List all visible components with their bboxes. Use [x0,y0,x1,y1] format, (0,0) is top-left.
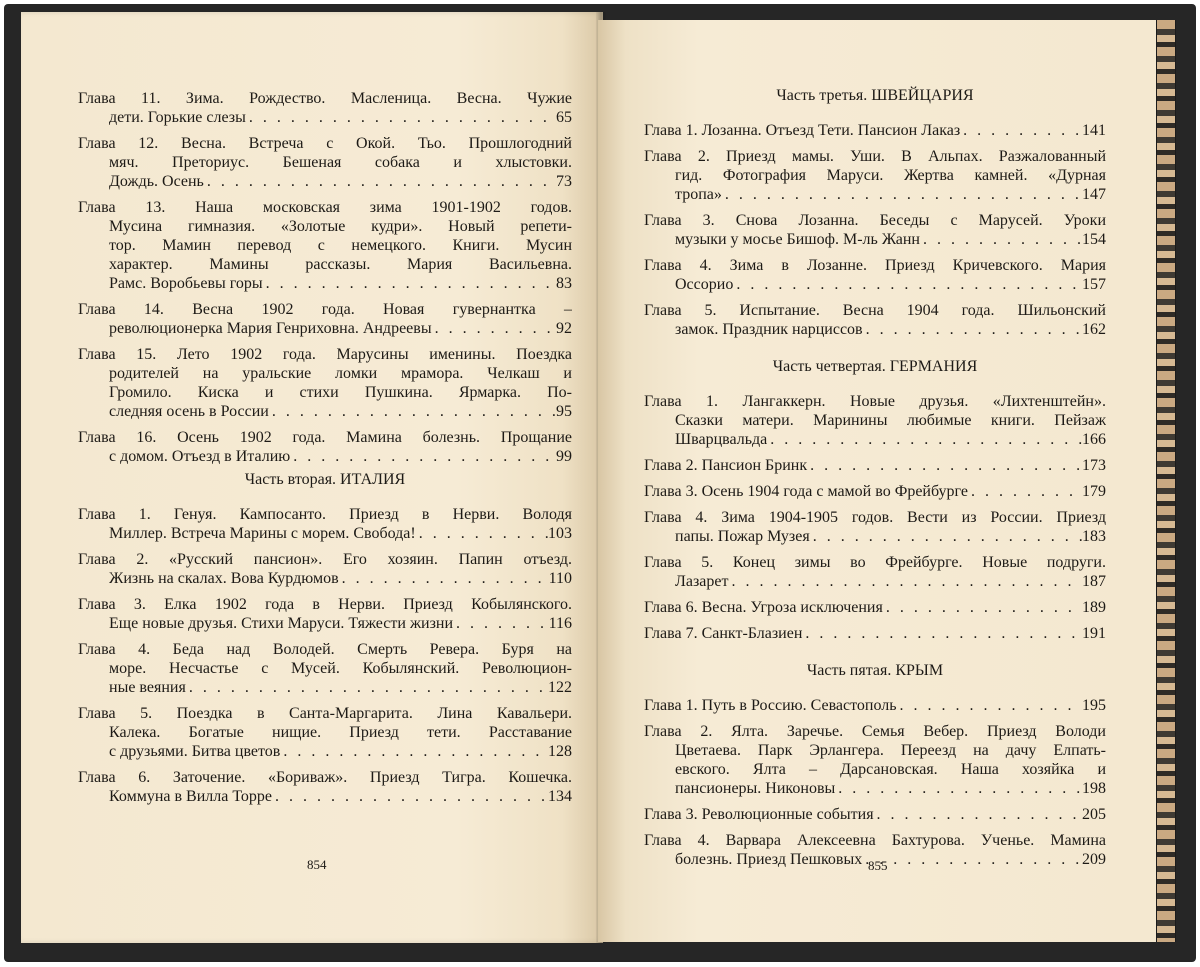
toc-page-number: 134 [548,788,572,805]
toc-page-number: 83 [556,275,572,292]
toc-page-number: 162 [1082,321,1106,338]
toc-entry-line: евского. Ялта – Дарсановская. Наша хозяйка и [675,761,1106,778]
toc-entry-line: Глава 2. «Русский пансион». Его хозяин. Папин отъезд. [78,551,572,568]
toc-entry-line: Глава 6. Весна. Угроза исключения [644,599,883,616]
toc-page-number: 195 [1082,697,1106,714]
dot-leader [767,430,1082,449]
toc-entry-line: замок. Праздник нарциссов [675,321,863,338]
toc-entry [644,598,1106,617]
toc-entry-line: тропа» [675,186,722,203]
toc-entry-line: дети. Горькие слезы [109,109,246,126]
toc-entry-line: Глава 13. Наша московская зима 1901-1902 годов. [78,199,572,216]
toc-page-number: 173 [1082,457,1106,474]
toc-entry-line: пансионеры. Никоновы [675,780,836,797]
toc-entry-last-line [644,598,1106,617]
dot-leader [802,624,1082,643]
toc-entry-line: революционерка Мария Генриховна. Андреевы [109,320,432,337]
toc-entry [78,345,572,421]
toc-entry-line: с домом. Отъезд в Италию [109,448,291,465]
dot-leader [204,172,556,191]
left-page [21,12,603,943]
toc-entry-line: Глава 4. Беда над Володей. Смерть Ревера. Буря на [78,641,572,658]
toc-entry-line: Жизнь на скалах. Вова Курдюмов [109,570,339,587]
part-title: Часть третья. ШВЕЙЦАРИЯ [776,87,974,104]
toc-entry-line: Шварцвальда [675,431,768,448]
toc-entry-last-line [644,320,1106,339]
toc-entry [644,147,1106,204]
toc-entry-line: Цветаева. Парк Эрлангера. Переезд на дачу Елпать- [675,742,1106,759]
toc-entry-last-line [644,275,1106,294]
toc-entry-line: Коммуна в Вилла Торре [109,788,273,805]
toc-entry-last-line [644,482,1106,501]
dot-leader [968,482,1082,501]
toc-entry-line: Глава 3. Снова Лозанна. Беседы с Марусей. Уроки [644,212,1106,229]
toc-entry-last-line [78,274,572,293]
toc-page-number: 128 [548,743,572,760]
toc-entry-last-line [78,678,572,697]
toc-entry-last-line [78,319,572,338]
toc-entry [78,300,572,338]
dot-leader [339,569,549,588]
toc-entry-line: Сказки матери. Маринины любимые книги. Пейзаж [675,412,1106,429]
toc-entry-last-line [78,108,572,127]
toc-entry [78,768,572,806]
toc-entry-last-line [78,569,572,588]
toc-page-number: 147 [1082,186,1106,203]
dot-leader [453,614,549,633]
toc-page-number: 73 [556,173,572,190]
toc-entry-line: с друзьями. Битва цветов [109,743,281,760]
toc-entry-last-line [644,624,1106,643]
toc-entry-line: Глава 16. Осень 1902 года. Мамина болезнь. Прощание [78,429,572,446]
toc-entry-line: Глава 1. Лозанна. Отъезд Тети. Пансион Лаказ [644,122,961,139]
toc-entry [644,301,1106,339]
toc-entry-line: Глава 5. Испытание. Весна 1904 года. Шильонский [644,302,1106,319]
right-page [598,20,1156,942]
dot-leader [728,572,1082,591]
toc-entry-line: Глава 3. Революционные события [644,806,874,823]
toc-entry-last-line [644,430,1106,449]
toc-entry-line: Глава 11. Зима. Рождество. Масленица. Весна. Чужие [78,90,572,107]
dot-leader [883,598,1082,617]
toc-page-number: 189 [1082,599,1106,616]
toc-entry-last-line [78,172,572,191]
dot-leader [290,447,556,466]
dot-leader [920,230,1082,249]
dot-leader [280,742,548,761]
toc-entry-last-line [644,572,1106,591]
dot-leader [862,850,1082,869]
toc-entry-line: родителей на уральские ломки мрамора. Челкаш и [109,365,572,382]
toc-entry-line: Глава 2. Ялта. Заречье. Семья Вебер. Приезд Володи [644,723,1106,740]
toc-entry [78,428,572,466]
toc-entry-line: Калека. Богатые нищие. Приезд тети. Расставание [109,724,572,741]
toc-entry-line: Глава 1. Лангаккерн. Новые друзья. «Лихтенштейн». [644,393,1106,410]
toc-entry [644,722,1106,798]
toc-entry-line: Глава 5. Конец зимы во Фрейбурге. Новые подруги. [644,554,1106,571]
toc-entry-line: Глава 14. Весна 1902 года. Новая гувернантка – [78,301,572,318]
toc-page-number: 166 [1082,431,1106,448]
toc-entry-line: ные веяния [109,679,186,696]
dot-leader [722,185,1082,204]
toc-entry-last-line [78,524,572,543]
toc-entry [78,704,572,761]
dot-leader [432,319,556,338]
toc-entry [644,121,1106,140]
dot-leader [272,787,548,806]
toc-entry-line: Глава 6. Заточение. «Бориваж». Приезд Тигра. Кошечка. [78,769,572,786]
toc-entry-line: Глава 1. Генуя. Кампосанто. Приезд в Нерви. Володя [78,506,572,523]
toc-entry [644,805,1106,824]
page-number: 855 [868,858,888,873]
toc-entry [644,482,1106,501]
toc-page-number: 154 [1082,231,1106,248]
toc-page-number: 92 [556,320,572,337]
toc-entry [78,134,572,191]
toc-entry-last-line [644,456,1106,475]
toc-page-number: 198 [1082,780,1106,797]
page-number: 854 [307,857,327,872]
toc-entry-line: мяч. Преториус. Бешеная собака и хлыстовки. [109,154,572,171]
toc-entry-line: следняя осень в России [109,403,269,420]
toc-entry-line: папы. Пожар Музея [675,528,810,545]
toc-section-part-one-end [78,89,572,473]
toc-entry-line: Глава 12. Весна. Встреча с Окой. Тьо. Прошлогодний [78,135,572,152]
dot-leader [897,696,1082,715]
part-title: Часть четвертая. ГЕРМАНИЯ [772,358,978,375]
toc-entry [644,256,1106,294]
toc-entry [644,211,1106,249]
dot-leader [263,274,556,293]
toc-entry [644,553,1106,591]
toc-entry-line: Глава 4. Варвара Алексеевна Бахтурова. Ученье. Мамина [644,832,1106,849]
toc-entry-last-line [644,779,1106,798]
toc-entry-line: Громило. Киска и стихи Пушкина. Ярмарка. По- [109,384,572,401]
toc-entry-last-line [644,230,1106,249]
dot-leader [416,524,548,543]
toc-entry-line: Мусина гимназия. «Золотые кудри». Новый репети- [109,218,572,235]
toc-entry-line: Лазарет [675,573,729,590]
toc-entry-line: Рамс. Воробьевы горы [109,275,263,292]
toc-entry-line: Глава 1. Путь в Россию. Севастополь [644,697,897,714]
toc-page-number: 205 [1082,806,1106,823]
dot-leader [246,108,556,127]
dot-leader [874,805,1082,824]
toc-entry-line: Глава 3. Елка 1902 года в Нерви. Приезд Кобылянского. [78,596,572,613]
toc-entry-last-line [78,402,572,421]
toc-entry-line: Оссорио [675,276,734,293]
toc-entry-line: Еще новые друзья. Стихи Маруси. Тяжести жизни [109,615,454,632]
toc-entry-last-line [78,742,572,761]
toc-entry-last-line [78,787,572,806]
toc-entry-line: Дождь. Осень [109,173,204,190]
toc-entry-last-line [644,121,1106,140]
toc-entry [644,392,1106,449]
toc-entry [644,508,1106,546]
toc-entry-last-line [644,527,1106,546]
toc-page-number: 65 [556,109,572,126]
toc-entry-line: Глава 5. Поездка в Санта-Маргарита. Лина Кавальери. [78,705,572,722]
toc-page-number: 157 [1082,276,1106,293]
cover-edge-ornament [1156,20,1176,942]
toc-entry-line: Глава 4. Зима 1904-1905 годов. Вести из России. Приезд [644,509,1106,526]
toc-page-number: 187 [1082,573,1106,590]
dot-leader [863,320,1082,339]
toc-page-number: 103 [548,525,572,542]
toc-entry-line: музыки у мосье Бишоф. М-ль Жанн [675,231,920,248]
toc-entry-last-line [644,805,1106,824]
toc-entry-line: болезнь. Приезд Пешковых [675,851,863,868]
toc-page-number: 209 [1082,851,1106,868]
toc-entry-line: Глава 4. Зима в Лозанне. Приезд Кричевского. Мария [644,257,1106,274]
toc-page-number: 122 [548,679,572,696]
toc-entry [644,456,1106,475]
dot-leader [269,402,556,421]
toc-entry-line: Миллер. Встреча Марины с морем. Свобода! [109,525,416,542]
toc-entry [78,595,572,633]
toc-entry [644,696,1106,715]
toc-page-number: 95 [556,403,572,420]
part-title: Часть вторая. ИТАЛИЯ [244,471,406,488]
toc-section-part-two [78,470,572,813]
dot-leader [810,527,1082,546]
toc-entry-line: Глава 2. Пансион Бринк [644,457,808,474]
toc-page-number: 191 [1082,625,1106,642]
dot-leader [807,456,1082,475]
dot-leader [733,275,1082,294]
toc-page-number: 179 [1082,483,1106,500]
toc-entry-last-line [644,185,1106,204]
toc-entry [78,640,572,697]
toc-entry [78,505,572,543]
toc-entry [644,624,1106,643]
toc-entry-last-line [78,447,572,466]
dot-leader [960,121,1082,140]
toc-entry [78,550,572,588]
toc-entry-line: характер. Мамины рассказы. Мария Васильевна. [109,256,572,273]
toc-entry-line: Глава 15. Лето 1902 года. Марусины именины. Поездка [78,346,572,363]
toc-entry [78,89,572,127]
toc-section-parts-three-to-five [644,86,1106,876]
toc-entry-last-line [78,614,572,633]
toc-page-number: 116 [548,615,572,632]
dot-leader [835,779,1082,798]
toc-entry-line: тор. Мамин перевод с немецкого. Книги. Мусин [109,237,572,254]
toc-entry-line: гид. Фотография Маруси. Жертва камней. «Дурная [675,167,1106,184]
toc-page-number: 99 [556,448,572,465]
toc-entry-last-line [644,696,1106,715]
toc-entry-line: Глава 3. Осень 1904 года с мамой во Фрейбурге [644,483,968,500]
toc-page-number: 141 [1082,122,1106,139]
toc-entry-line: Глава 2. Приезд мамы. Уши. В Альпах. Разжалованный [644,148,1106,165]
toc-entry-line: Глава 7. Санкт-Блазиен [644,625,803,642]
part-title: Часть пятая. КРЫМ [806,662,944,679]
toc-page-number: 183 [1082,528,1106,545]
toc-page-number: 110 [548,570,572,587]
dot-leader [186,678,548,697]
toc-entry-line: море. Несчастье с Мусей. Кобылянский. Революцион- [109,660,572,677]
toc-entry [78,198,572,293]
